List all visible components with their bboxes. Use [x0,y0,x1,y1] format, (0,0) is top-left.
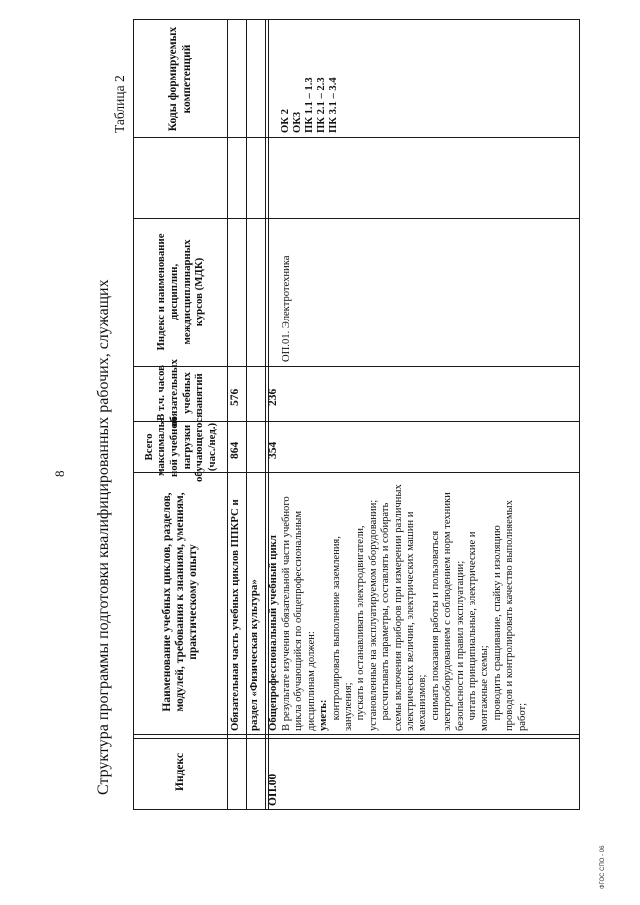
requirement-text-line: читать принципиальные, электрические и [467,531,478,731]
page-title: Структура программы подготовки квалифицированных рабочих, служащих [95,279,112,795]
competency-code: ОК 2 [280,109,291,133]
requirement-text-line: установленные на эксплуатируемом оборудовании; [367,499,379,731]
header-mandatory-hours: В т.ч. часов обязательных учебных занятий [155,359,206,427]
requirement-text-line: контролировать выполнение заземления, [330,536,342,731]
competency-code: ПК 2.1 – 2.3 [316,77,327,133]
row2-max-load: 354 [267,441,279,459]
requirement-text-line: электрооборудованием с соблюдением норм техники [442,492,454,731]
page-number: 8 [52,470,67,477]
requirement-text-line: пускать и останавливать электродвигатели, [355,525,367,731]
header-discipline: Индекс и наименование дисциплин, междисциплинарных курсов (МДК) [155,233,206,351]
competency-code: ОК3 [292,111,303,133]
header-competencies: Коды формируемых компетенций [167,26,193,132]
header-name: Наименование учебных циклов, разделов, модулей, требования к знаниям, умениям, практическому опыту [160,492,200,712]
row2-index: ОП.00 [267,773,279,806]
row1-max-load: 864 [229,441,241,459]
competency-code: ПК 3.1 – 3.4 [328,77,339,133]
requirement-text-line: электрических величин, электрических машин и [405,511,416,731]
requirement-text-line: зануления; [343,682,354,731]
requirement-text-line: схемы включения приборов при измерении различных [392,484,404,731]
header-max-load: Всего максималь-ной учебной нагрузки обучающегося (час./нед.) [142,411,218,483]
header-index: Индекс [173,753,186,791]
requirement-text-line: монтажные схемы; [479,645,491,731]
requirement-text-line: В результате изучения обязательной части учебного [281,496,292,731]
row1-name-line1: Обязательная часть учебных циклов ППКРС и [229,499,241,731]
requirement-text-line: механизмов; [417,674,429,731]
requirement-text-line: цикла обучающийся по общепрофессиональным [293,510,305,731]
requirement-text-line: проводить сращивание, спайку и изоляцию [491,525,503,731]
requirement-text-line: безопасности и правил эксплуатации; [454,560,466,731]
requirement-text-line: снимать показания работы и пользоваться [429,530,441,731]
requirement-text-line: работ; [516,702,528,731]
table-caption: Таблица 2 [112,75,127,133]
footer-code: ФГОС СПО - 06 [600,845,606,889]
row2-mandatory-hours: 236 [267,388,279,406]
requirement-text-line: проводов и контролировать качество выполняемых [504,500,516,731]
row2-name: Общепрофессиональный учебный цикл [267,535,279,731]
requirement-text-line: уметь: [318,699,330,731]
row3-discipline: ОП.01. Электротехника [281,255,292,362]
row1-mandatory-hours: 576 [229,388,241,406]
structure-table [133,19,580,810]
requirement-text-line: дисциплинам должен: [305,631,317,731]
row1-name-line2: раздел «Физическая культура» [248,579,260,731]
requirement-text-line: рассчитывать параметры, составлять и собирать [380,502,392,731]
competency-code: ПК 1.1 – 1.3 [304,77,315,133]
